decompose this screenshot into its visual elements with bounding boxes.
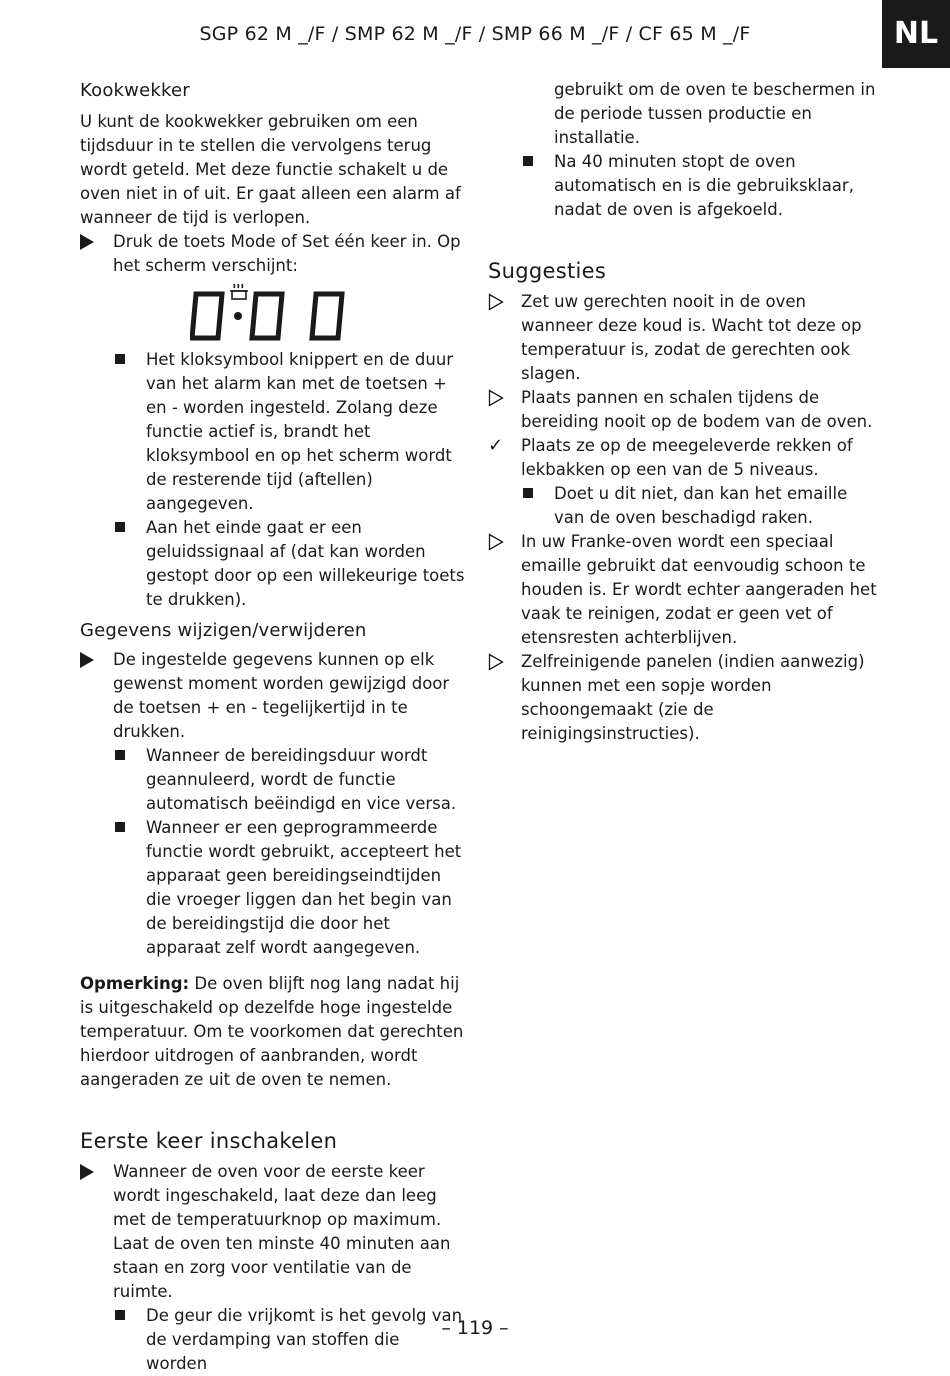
outline-triangle-icon bbox=[488, 530, 510, 558]
check-1: ✓ Plaats ze op de meegeleverde rekken of lekbakken op een van de 5 niveaus. bbox=[488, 435, 853, 479]
filled-triangle-icon bbox=[80, 648, 102, 675]
seven-segment-display-icon bbox=[190, 282, 360, 348]
language-badge: NL bbox=[882, 0, 950, 68]
square-bullet-icon bbox=[115, 354, 125, 364]
heading-suggesties: Suggesties bbox=[488, 259, 607, 283]
heading-gegevens: Gegevens wijzigen/verwijderen bbox=[80, 620, 367, 641]
eerste-step: Wanneer de oven voor de eerste keer wordt ingeschakeld, laat deze dan leeg met de temperatuurknop op maximum. Laat de oven ten minste 40 minuten aan staan en zorg voor ventilatie van de ruimte. bbox=[80, 1160, 465, 1304]
heading-kookwekker: Kookwekker bbox=[80, 80, 190, 101]
filled-triangle-icon bbox=[80, 1160, 102, 1187]
filled-triangle-icon bbox=[80, 230, 102, 257]
outline-triangle-icon bbox=[488, 386, 510, 414]
kookwekker-bullet-1: Het kloksymbool knippert en de duur van het alarm kan met de toetsen + en - worden ingesteld. Zolang deze functie actief is, brandt het kloksymbool en op het scherm wordt de resterende tijd (aftellen) aangegeven. bbox=[113, 348, 465, 516]
eerste-bullet-1-continued: gebruikt om de oven te beschermen in de periode tussen productie en installatie. bbox=[554, 80, 876, 147]
tip-3: In uw Franke-oven wordt een speciaal emaille gebruikt dat eenvoudig schoon te houden is. Er wordt echter aangeraden het vaak te reinigen, zodat er geen vet of etensresten achterblijven. bbox=[488, 530, 878, 650]
left-column bbox=[80, 78, 465, 1376]
kookwekker-intro: U kunt de kookwekker gebruiken om een tijdsduur in te stellen die vervolgens terug wordt geteld. Met deze functie schakelt u de oven niet in of uit. Er gaat alleen een alarm af wanneer de tijd is verlopen. bbox=[80, 112, 461, 227]
outline-triangle-icon bbox=[488, 290, 510, 318]
heading-eerste-keer: Eerste keer inschakelen bbox=[80, 1129, 338, 1153]
note-paragraph bbox=[80, 972, 465, 1092]
square-bullet-icon bbox=[523, 156, 533, 166]
kookwekker-bullet-2: Aan het einde gaat er een geluidssignaal af (dat kan worden gestopt door op een willekeurige toets te drukken). bbox=[113, 516, 465, 612]
eerste-bullet-2: Na 40 minuten stopt de oven automatisch en is die gebruiksklaar, nadat de oven is afgekoeld. bbox=[521, 150, 878, 222]
check-1-bullet: Doet u dit niet, dan kan het emaille van de oven beschadigd raken. bbox=[521, 482, 878, 530]
eerste-bullet-1: De geur die vrijkomt is het gevolg van de verdamping van stoffen die worden bbox=[113, 1304, 465, 1376]
gegevens-step: De ingestelde gegevens kunnen op elk gewenst moment worden gewijzigd door de toetsen + en - tegelijkertijd in te drukken. bbox=[80, 648, 465, 744]
checkmark-icon: ✓ bbox=[488, 435, 504, 456]
tip-1: Zet uw gerechten nooit in de oven wanneer deze koud is. Wacht tot deze op temperatuur is, zodat de gerechten ook slagen. bbox=[488, 290, 878, 386]
note-label: Opmerking: bbox=[80, 974, 190, 993]
kookwekker-step-text: Druk de toets Mode of Set één keer in. Op het scherm verschijnt: bbox=[113, 232, 461, 275]
gegevens-bullet-1: Wanneer de bereidingsduur wordt geannuleerd, wordt de functie automatisch beëindigd en vice versa. bbox=[113, 744, 465, 816]
right-column bbox=[488, 78, 878, 746]
page-number: – 119 – bbox=[441, 1317, 509, 1339]
outline-triangle-icon bbox=[488, 650, 510, 678]
note-text: De oven blijft nog lang nadat hij is uitgeschakeld op dezelfde hoge ingestelde temperatuur. Om te voorkomen dat gerechten hierdoor uitdrogen of aanbranden, wordt aangeraden ze uit de oven te nemen. bbox=[80, 974, 464, 1089]
square-bullet-icon bbox=[115, 522, 125, 532]
document-header-title: SGP 62 M _/F / SMP 62 M _/F / SMP 66 M _/F / CF 65 M _/F bbox=[199, 23, 751, 45]
gegevens-bullet-2: Wanneer er een geprogrammeerde functie wordt gebruikt, accepteert het apparaat geen bereidingseindtijden die vroeger liggen dan het begin van de bereidingstijd die door het apparaat zelf wordt aangegeven. bbox=[113, 816, 465, 960]
tip-4: Zelfreinigende panelen (indien aanwezig) kunnen met een sopje worden schoongemaakt (zie de reinigingsinstructies). bbox=[488, 650, 878, 746]
tip-2: Plaats pannen en schalen tijdens de bereiding nooit op de bodem van de oven. bbox=[488, 386, 878, 434]
square-bullet-icon bbox=[523, 488, 533, 498]
kookwekker-step bbox=[80, 230, 465, 278]
oven-display bbox=[190, 282, 465, 348]
square-bullet-icon bbox=[115, 822, 125, 832]
square-bullet-icon bbox=[115, 750, 125, 760]
